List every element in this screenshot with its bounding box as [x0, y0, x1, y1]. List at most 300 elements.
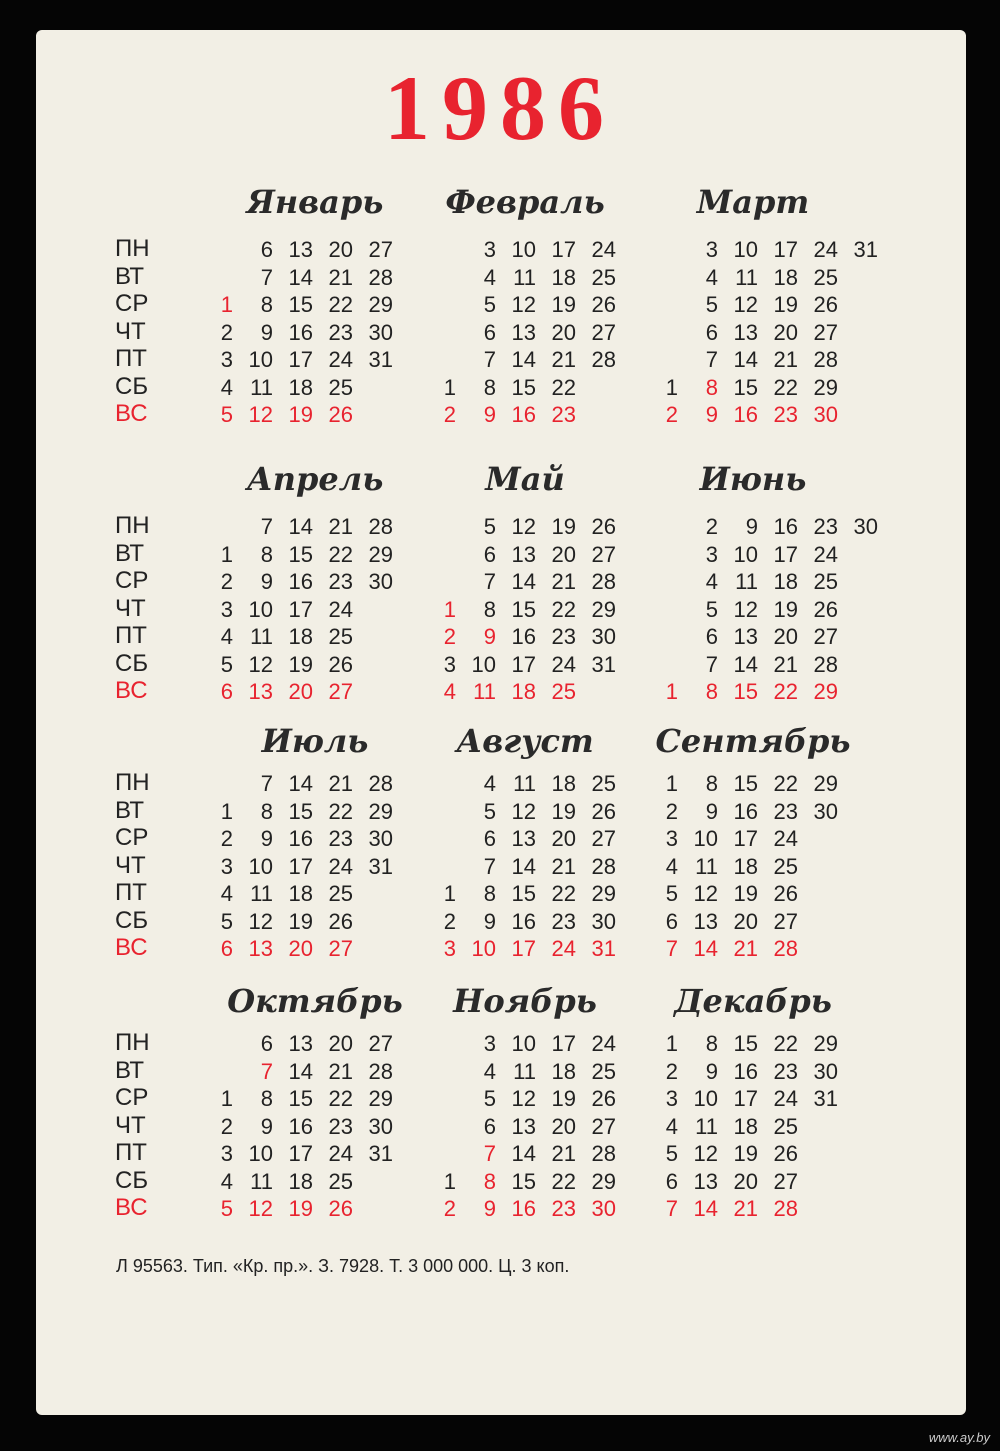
day-cell: 27: [813, 624, 838, 649]
day-cell: 18: [288, 374, 313, 400]
day-cell: 21: [551, 347, 576, 372]
day-cell: 18: [733, 1113, 758, 1139]
day-cell: 4: [443, 679, 456, 704]
day-cell: 19: [733, 1141, 758, 1166]
day-cell: 15: [733, 1031, 758, 1056]
day-cell: 5: [665, 1141, 678, 1166]
day-cell: 10: [733, 237, 758, 262]
day-cell: 9: [745, 514, 758, 539]
day-cell: 17: [773, 541, 798, 567]
weekday-label: ПТ: [115, 345, 147, 372]
day-cell: 23: [773, 402, 798, 427]
day-cell: 1: [443, 374, 456, 400]
day-cell: 6: [705, 319, 718, 345]
day-cell: 20: [551, 319, 576, 345]
day-cell: 2: [443, 908, 456, 934]
day-cell: 19: [288, 908, 313, 934]
day-cell: 14: [733, 347, 758, 372]
day-cell: 23: [773, 798, 798, 824]
day-cell: 12: [248, 908, 273, 934]
day-cell: 11: [250, 1168, 273, 1194]
day-cell: 30: [813, 1058, 838, 1084]
day-cell: 10: [693, 826, 718, 851]
day-cell: 9: [705, 402, 718, 427]
day-cell: 24: [773, 826, 798, 851]
day-cell: 22: [328, 541, 353, 567]
day-cell: 25: [813, 569, 838, 594]
day-cell: 25: [328, 1168, 353, 1194]
day-cell: 21: [328, 264, 353, 290]
day-cell: 7: [665, 1196, 678, 1221]
day-cell: 17: [288, 1141, 313, 1166]
day-cell: 5: [705, 292, 718, 317]
day-cell: 8: [483, 881, 496, 906]
day-cell: 7: [483, 347, 496, 372]
day-cell: 6: [483, 826, 496, 851]
day-cell: 3: [483, 1031, 496, 1056]
day-cell: 3: [220, 853, 233, 879]
day-cell: 3: [443, 651, 456, 677]
day-cell: 1: [665, 679, 678, 704]
day-cell: 11: [513, 1058, 536, 1084]
day-cell: 12: [511, 292, 536, 317]
day-cell: 22: [551, 881, 576, 906]
day-cell: 20: [288, 679, 313, 704]
day-cell: 19: [773, 596, 798, 622]
day-cell: 24: [551, 651, 576, 677]
day-cell: 13: [511, 319, 536, 345]
day-cell: 28: [368, 771, 393, 796]
print-info: Л 95563. Тип. «Кр. пр.». З. 7928. Т. 3 000 000. Ц. 3 коп.: [116, 1256, 570, 1276]
day-cell: 10: [248, 853, 273, 879]
day-cell: 14: [733, 651, 758, 677]
day-cell: 8: [705, 771, 718, 796]
day-cell: 25: [813, 264, 838, 290]
day-cell: 6: [260, 1031, 273, 1056]
day-cell: 15: [511, 881, 536, 906]
day-cell: 23: [551, 402, 576, 427]
day-cell: 16: [733, 402, 758, 427]
day-cell: 15: [288, 798, 313, 824]
day-cell: 4: [665, 853, 678, 879]
day-cell: 18: [288, 624, 313, 649]
day-cell: 1: [443, 1168, 456, 1194]
day-cell: 12: [511, 1086, 536, 1111]
month-title: Июль: [261, 722, 369, 760]
day-cell: 2: [220, 1113, 233, 1139]
day-cell: 4: [705, 264, 718, 290]
day-cell: 23: [328, 569, 353, 594]
day-cell: 5: [483, 292, 496, 317]
day-cell: 13: [248, 679, 273, 704]
day-cell: 11: [695, 853, 718, 879]
day-cell: 12: [693, 881, 718, 906]
day-cell: 7: [260, 771, 273, 796]
weekday-label: ВТ: [115, 1056, 145, 1084]
day-cell: 12: [693, 1141, 718, 1166]
day-cell: 28: [368, 1058, 393, 1084]
day-cell: 28: [591, 347, 616, 372]
day-cell: 11: [513, 771, 536, 796]
day-cell: 2: [220, 569, 233, 594]
day-cell: 12: [248, 651, 273, 677]
day-cell: 19: [773, 292, 798, 317]
day-cell: 14: [693, 1196, 718, 1221]
day-cell: 27: [328, 936, 353, 961]
day-cell: 31: [368, 347, 393, 372]
day-cell: 13: [733, 319, 758, 345]
day-cell: 2: [443, 1196, 456, 1221]
month-title: Март: [696, 183, 810, 221]
weekday-label: СР: [115, 567, 149, 594]
day-cell: 22: [773, 679, 798, 704]
day-cell: 22: [328, 798, 353, 824]
day-cell: 18: [288, 1168, 313, 1194]
day-cell: 5: [665, 881, 678, 906]
day-cell: 14: [288, 1058, 313, 1084]
day-cell: 22: [773, 374, 798, 400]
day-cell: 16: [511, 1196, 536, 1221]
day-cell: 29: [368, 798, 393, 824]
day-cell: 21: [733, 936, 758, 961]
day-cell: 18: [551, 771, 576, 796]
day-cell: 30: [853, 514, 878, 539]
day-cell: 27: [328, 679, 353, 704]
day-cell: 24: [813, 237, 838, 262]
day-cell: 17: [551, 1031, 576, 1056]
day-cell: 15: [511, 1168, 536, 1194]
month-title: Апрель: [246, 460, 384, 498]
month-title: Октябрь: [227, 982, 403, 1020]
day-cell: 11: [735, 569, 758, 594]
day-cell: 13: [248, 936, 273, 961]
day-cell: 17: [288, 347, 313, 372]
day-cell: 18: [551, 1058, 576, 1084]
day-cell: 5: [220, 651, 233, 677]
day-cell: 13: [693, 1168, 718, 1194]
day-cell: 16: [733, 798, 758, 824]
month-title: Ноябрь: [453, 982, 597, 1020]
day-cell: 8: [705, 374, 718, 400]
day-cell: 20: [551, 541, 576, 567]
month-title: Сентябрь: [655, 722, 851, 760]
day-cell: 1: [443, 881, 456, 906]
day-cell: 8: [260, 541, 273, 567]
day-cell: 18: [288, 881, 313, 906]
month-title: Июнь: [699, 460, 807, 498]
day-cell: 7: [483, 569, 496, 594]
day-cell: 17: [511, 936, 536, 961]
day-cell: 30: [813, 402, 838, 427]
day-cell: 24: [551, 936, 576, 961]
day-cell: 27: [591, 826, 616, 851]
weekday-label: ПН: [115, 1029, 150, 1056]
day-cell: 15: [733, 771, 758, 796]
day-cell: 30: [368, 569, 393, 594]
day-cell: 20: [733, 908, 758, 934]
year-title: 1986: [384, 57, 616, 159]
day-cell: 27: [368, 1031, 393, 1056]
weekday-label: ПН: [115, 235, 150, 262]
weekday-label: ВС: [115, 934, 148, 961]
day-cell: 29: [591, 1168, 616, 1194]
weekday-label: ПТ: [115, 879, 147, 906]
day-cell: 10: [693, 1086, 718, 1111]
day-cell: 2: [665, 1058, 678, 1084]
day-cell: 29: [813, 374, 838, 400]
day-cell: 13: [288, 237, 313, 262]
day-cell: 6: [665, 1168, 678, 1194]
day-cell: 21: [328, 1058, 353, 1084]
weekday-label: СР: [115, 824, 149, 851]
weekday-label: СР: [115, 290, 149, 317]
weekday-label: СБ: [115, 1166, 149, 1194]
day-cell: 3: [220, 347, 233, 372]
day-cell: 2: [220, 319, 233, 345]
day-cell: 23: [551, 1196, 576, 1221]
day-cell: 22: [328, 1086, 353, 1111]
day-cell: 31: [368, 853, 393, 879]
day-cell: 13: [693, 908, 718, 934]
day-cell: 26: [813, 596, 838, 622]
day-cell: 21: [733, 1196, 758, 1221]
day-cell: 5: [220, 908, 233, 934]
day-cell: 8: [705, 1031, 718, 1056]
day-cell: 14: [511, 569, 536, 594]
day-cell: 29: [368, 541, 393, 567]
day-cell: 14: [511, 853, 536, 879]
day-cell: 30: [591, 908, 616, 934]
day-cell: 21: [551, 569, 576, 594]
day-cell: 3: [705, 541, 718, 567]
day-cell: 9: [260, 826, 273, 851]
day-cell: 1: [665, 1031, 678, 1056]
day-cell: 2: [665, 402, 678, 427]
day-cell: 19: [551, 514, 576, 539]
day-cell: 17: [511, 651, 536, 677]
day-cell: 1: [665, 771, 678, 796]
day-cell: 25: [773, 853, 798, 879]
day-cell: 31: [368, 1141, 393, 1166]
day-cell: 21: [551, 853, 576, 879]
day-cell: 16: [511, 908, 536, 934]
day-cell: 19: [288, 1196, 313, 1221]
day-cell: 19: [288, 651, 313, 677]
day-cell: 29: [813, 679, 838, 704]
day-cell: 14: [511, 347, 536, 372]
day-cell: 1: [443, 596, 456, 622]
day-cell: 5: [483, 798, 496, 824]
day-cell: 27: [368, 237, 393, 262]
day-cell: 10: [248, 347, 273, 372]
day-cell: 2: [443, 402, 456, 427]
day-cell: 3: [665, 1086, 678, 1111]
weekday-label: ЧТ: [115, 1111, 146, 1139]
day-cell: 19: [551, 1086, 576, 1111]
day-cell: 7: [260, 1058, 273, 1084]
day-cell: 3: [483, 237, 496, 262]
day-cell: 27: [591, 541, 616, 567]
day-cell: 8: [260, 1086, 273, 1111]
day-cell: 22: [328, 292, 353, 317]
day-cell: 22: [773, 771, 798, 796]
day-cell: 18: [733, 853, 758, 879]
day-cell: 23: [551, 908, 576, 934]
day-cell: 9: [705, 1058, 718, 1084]
day-cell: 30: [368, 826, 393, 851]
day-cell: 17: [733, 1086, 758, 1111]
day-cell: 17: [288, 596, 313, 622]
day-cell: 11: [250, 374, 273, 400]
day-cell: 20: [288, 936, 313, 961]
day-cell: 8: [705, 679, 718, 704]
weekday-label: ПТ: [115, 622, 147, 649]
day-cell: 31: [591, 936, 616, 961]
day-cell: 2: [220, 826, 233, 851]
day-cell: 4: [483, 771, 496, 796]
day-cell: 28: [591, 1141, 616, 1166]
weekday-label: ВС: [115, 400, 148, 427]
day-cell: 4: [220, 881, 233, 906]
day-cell: 10: [733, 541, 758, 567]
day-cell: 27: [591, 319, 616, 345]
day-cell: 13: [511, 826, 536, 851]
day-cell: 26: [328, 1196, 353, 1221]
day-cell: 13: [511, 541, 536, 567]
day-cell: 15: [733, 374, 758, 400]
day-cell: 15: [511, 596, 536, 622]
day-cell: 1: [665, 374, 678, 400]
day-cell: 10: [248, 1141, 273, 1166]
day-cell: 26: [328, 908, 353, 934]
day-cell: 1: [220, 798, 233, 824]
day-cell: 27: [773, 908, 798, 934]
day-cell: 10: [511, 237, 536, 262]
day-cell: 2: [665, 798, 678, 824]
month-title: Август: [456, 722, 594, 760]
day-cell: 2: [705, 514, 718, 539]
weekday-label: ЧТ: [115, 851, 146, 879]
day-cell: 19: [551, 798, 576, 824]
day-cell: 16: [288, 319, 313, 345]
day-cell: 9: [483, 624, 496, 649]
day-cell: 29: [368, 292, 393, 317]
day-cell: 5: [483, 1086, 496, 1111]
day-cell: 3: [665, 826, 678, 851]
month-title: Май: [485, 460, 565, 498]
day-cell: 3: [220, 1141, 233, 1166]
watermark: www.ay.by: [928, 1430, 990, 1445]
day-cell: 5: [705, 596, 718, 622]
day-cell: 6: [220, 679, 233, 704]
day-cell: 24: [328, 596, 353, 622]
day-cell: 20: [328, 237, 353, 262]
day-cell: 18: [551, 264, 576, 290]
day-cell: 22: [773, 1031, 798, 1056]
day-cell: 25: [328, 374, 353, 400]
day-cell: 29: [813, 771, 838, 796]
day-cell: 24: [813, 541, 838, 567]
day-cell: 11: [250, 624, 273, 649]
day-cell: 11: [695, 1113, 718, 1139]
day-cell: 30: [368, 1113, 393, 1139]
day-cell: 12: [511, 798, 536, 824]
day-cell: 25: [328, 624, 353, 649]
day-cell: 31: [813, 1086, 838, 1111]
day-cell: 23: [551, 624, 576, 649]
day-cell: 25: [328, 881, 353, 906]
day-cell: 7: [483, 1141, 496, 1166]
day-cell: 10: [511, 1031, 536, 1056]
day-cell: 28: [813, 651, 838, 677]
day-cell: 26: [773, 881, 798, 906]
weekday-label: ЧТ: [115, 317, 146, 345]
day-cell: 13: [733, 624, 758, 649]
weekday-label: СР: [115, 1084, 149, 1111]
day-cell: 26: [591, 292, 616, 317]
weekday-label: СБ: [115, 906, 149, 934]
weekday-label: ВТ: [115, 539, 145, 567]
day-cell: 26: [813, 292, 838, 317]
day-cell: 20: [773, 319, 798, 345]
day-cell: 2: [443, 624, 456, 649]
day-cell: 8: [260, 798, 273, 824]
day-cell: 28: [773, 936, 798, 961]
day-cell: 1: [220, 541, 233, 567]
day-cell: 14: [511, 1141, 536, 1166]
day-cell: 27: [591, 1113, 616, 1139]
weekday-label: ВС: [115, 1194, 148, 1221]
day-cell: 18: [773, 569, 798, 594]
day-cell: 29: [368, 1086, 393, 1111]
weekday-label: СБ: [115, 372, 149, 400]
day-cell: 3: [443, 936, 456, 961]
month-title: Декабрь: [674, 982, 832, 1020]
day-cell: 30: [591, 1196, 616, 1221]
day-cell: 30: [368, 319, 393, 345]
day-cell: 22: [551, 1168, 576, 1194]
weekday-label: ПТ: [115, 1139, 147, 1166]
day-cell: 28: [591, 853, 616, 879]
day-cell: 17: [733, 826, 758, 851]
day-cell: 5: [220, 1196, 233, 1221]
day-cell: 19: [733, 881, 758, 906]
day-cell: 9: [260, 1113, 273, 1139]
day-cell: 19: [288, 402, 313, 427]
day-cell: 18: [511, 679, 536, 704]
day-cell: 14: [693, 936, 718, 961]
weekday-label: ВТ: [115, 262, 145, 290]
day-cell: 23: [328, 319, 353, 345]
day-cell: 12: [248, 402, 273, 427]
day-cell: 9: [483, 1196, 496, 1221]
day-cell: 20: [328, 1031, 353, 1056]
day-cell: 13: [288, 1031, 313, 1056]
day-cell: 20: [551, 1113, 576, 1139]
day-cell: 10: [471, 936, 496, 961]
day-cell: 12: [248, 1196, 273, 1221]
day-cell: 24: [591, 237, 616, 262]
day-cell: 9: [483, 908, 496, 934]
weekday-label: ЧТ: [115, 594, 146, 622]
day-cell: 17: [288, 853, 313, 879]
weekday-label: ВТ: [115, 796, 145, 824]
day-cell: 8: [483, 596, 496, 622]
day-cell: 21: [328, 514, 353, 539]
day-cell: 12: [733, 596, 758, 622]
day-cell: 1: [220, 1086, 233, 1111]
day-cell: 3: [705, 237, 718, 262]
